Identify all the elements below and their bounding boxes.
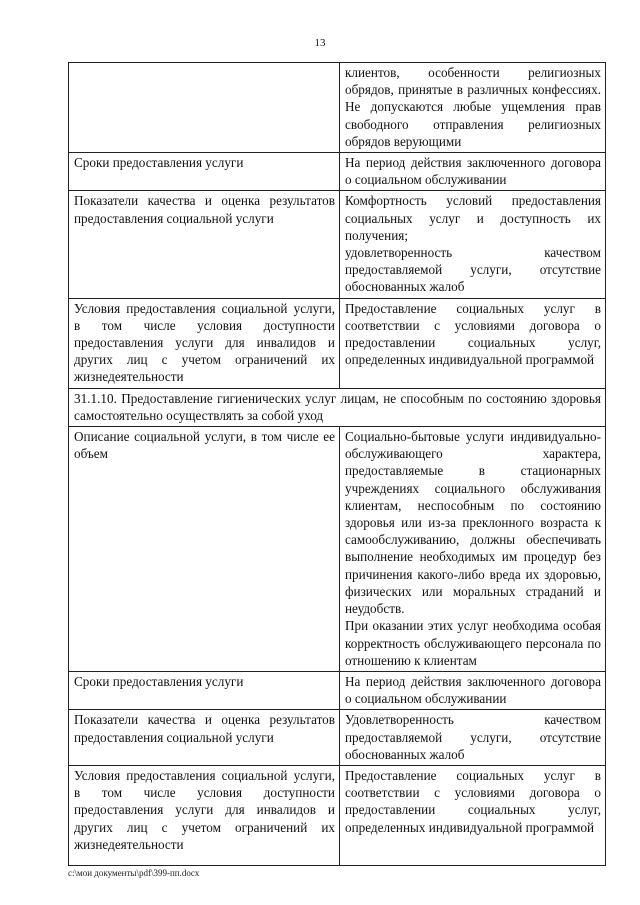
cell-paragraph: удовлетворенность качеством предоставляемой услуги, отсутствие обоснованных жалоб [345, 245, 601, 295]
services-table [68, 62, 606, 866]
table-cell-label: Условия предоставления социальной услуги, в том числе условия доступности предоставления услуги для инвалидов и других лиц с учетом ограничений их жизнедеятельности [69, 765, 340, 865]
table-row [69, 671, 606, 709]
table-cell-value [340, 671, 606, 709]
cell-paragraph: Удовлетворенность качеством предоставляемой услуги, отсутствие обоснованных жалоб [345, 712, 601, 762]
table-cell-label: Показатели качества и оценка результатов предоставления социальной услуги [69, 191, 340, 298]
table-cell-label: Показатели качества и оценка результатов предоставления социальной услуги [69, 710, 340, 766]
section-heading: 31.1.10. Предоставление гигиенических услуг лицам, не способным по состоянию здоровья самостоятельно осуществлять за собой уход [69, 388, 606, 426]
cell-paragraph: При оказании этих услуг необходима особая корректность обслуживающего персонала по отношению к клиентам [345, 618, 601, 668]
table-row [69, 298, 606, 388]
table-row [69, 153, 606, 191]
table-cell-label: Условия предоставления социальной услуги, в том числе условия доступности предоставления услуги для инвалидов и других лиц с учетом ограничений их жизнедеятельности [69, 298, 340, 388]
cell-paragraph: На период действия заключенного договора о социальном обслуживании [345, 155, 601, 188]
table-row [69, 710, 606, 766]
table-cell-value [340, 191, 606, 298]
table-row [69, 191, 606, 298]
table-cell-value [340, 63, 606, 153]
table-cell-value [340, 710, 606, 766]
table-cell-label [69, 63, 340, 153]
table-row [69, 427, 606, 672]
table-row [69, 765, 606, 865]
table-cell-value [340, 427, 606, 672]
footer-file-path: c:\мои документы\pdf\399-пп.docx [68, 868, 200, 878]
cell-paragraph: Социально-бытовые услуги индивидуально-обслуживающего характера, предоставляемые в стационарных учреждениях социального обслуживания клиентам, неспособным по состоянию здоровья или из-за преклонного возраста к самообслуживанию, должны обеспечивать выполнение необходимых им процедур без причинения какого-либо вреда их здоровью, физических или моральных страданий и неудобств. [345, 429, 601, 617]
cell-paragraph: Предоставление социальных услуг в соответствии с условиями договора о предоставлении социальных услуг, определенных индивидуальной программой [345, 300, 601, 368]
table-cell-label: Сроки предоставления услуги [69, 153, 340, 191]
cell-paragraph: Предоставление социальных услуг в соответствии с условиями договора о предоставлении социальных услуг, определенных индивидуальной программой [345, 767, 601, 835]
section-heading-row [69, 388, 606, 426]
table-cell-value [340, 153, 606, 191]
table-row [69, 63, 606, 153]
table-cell-label: Сроки предоставления услуги [69, 671, 340, 709]
table-cell-value [340, 298, 606, 388]
table-cell-value [340, 765, 606, 865]
cell-paragraph: Комфортность условий предоставления социальных услуг и доступность их получения; [345, 193, 601, 243]
table-cell-label: Описание социальной услуги, в том числе ее объем [69, 427, 340, 672]
cell-paragraph: клиентов, особенности религиозных обрядов, принятые в различных конфессиях. Не допускаются любые ущемления прав свободного отправления религиозных обрядов верующими [345, 65, 601, 149]
page-number: 13 [314, 37, 326, 49]
cell-paragraph: На период действия заключенного договора о социальном обслуживании [345, 673, 601, 707]
